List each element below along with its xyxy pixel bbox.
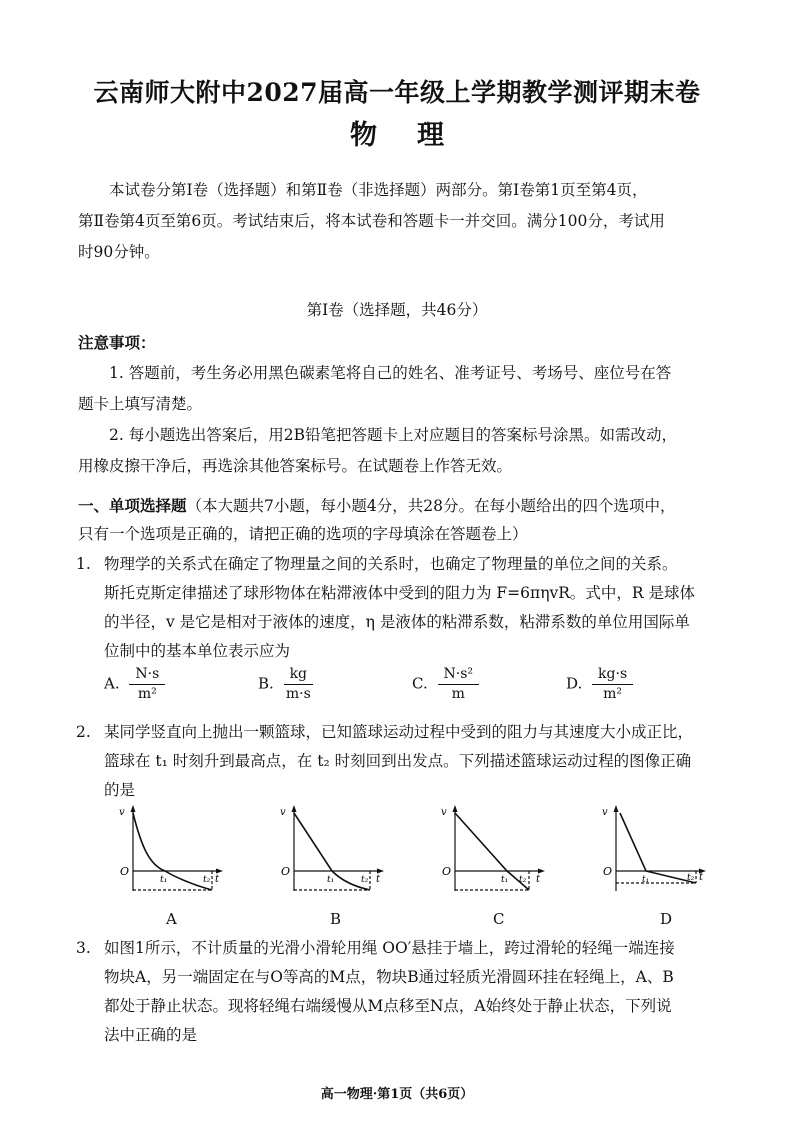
graph-c-label-t: t	[536, 874, 541, 885]
subject-char-2: 理	[417, 120, 444, 151]
graph-c-label-o: O	[442, 865, 452, 878]
q1-line-2: 斯托克斯定律描述了球形物体在粘滞液体中受到的阻力为 F=6πηvR。式中，R 是球体	[104, 584, 696, 602]
graph-d-v-arrow	[614, 805, 619, 812]
graph-a-label-t1: t₁	[160, 875, 168, 885]
q2-line-3: 的是	[104, 781, 136, 799]
graph-b-label-t2: t₂	[361, 875, 369, 885]
note1-line-2: 题卡上填写清楚。	[78, 395, 203, 413]
q3-line-3: 都处于静止状态。现将轻绳右端缓慢从M点移至N点，A始终处于静止状态，下列说	[104, 997, 672, 1015]
q2-line-1: 某同学竖直向上抛出一颗篮球，已知篮球运动过程中受到的阻力与其速度大小成正比，	[104, 723, 694, 741]
section1-desc-1: （本大题共7小题，每小题4分，共28分。在每小题给出的四个选项中，	[186, 497, 676, 515]
intro-line-3: 时90分钟。	[78, 243, 160, 261]
q2-graph-a-label: A	[166, 910, 177, 928]
question-1	[76, 550, 774, 666]
graph-a-label-t: t	[215, 874, 220, 885]
q1-option-a-letter: A.	[104, 674, 120, 693]
graph-d-label-t1: t₁	[642, 875, 650, 885]
q3-line-4: 法中正确的是	[104, 1026, 198, 1044]
graph-b-v-arrow	[292, 805, 297, 812]
note1-line-1: 1. 答题前，考生务必用黑色碳素笔将自己的姓名、准考证号、考场号、座位号在答	[109, 364, 672, 382]
graph-b-label-v: v	[280, 807, 286, 818]
graph-d-label-t2: t₂	[687, 873, 695, 883]
graph-a-label-v: v	[119, 807, 125, 818]
q1-option-d-den: m²	[603, 686, 623, 702]
graph-a-t-arrow	[216, 869, 223, 874]
page-footer: 高一物理·第1页（共6页）	[320, 1087, 474, 1102]
graph-b-label-t: t	[376, 874, 381, 885]
q2-graph-b-label: B	[330, 910, 342, 928]
intro-paragraph	[78, 175, 758, 268]
q1-line-4: 位制中的基本单位表示应为	[104, 642, 291, 660]
q2-graph-d-label: D	[660, 910, 673, 928]
note2-line-2: 用橡皮擦干净后，再选涂其他答案标号。在试题卷上作答无效。	[78, 457, 513, 475]
q1-option-d[interactable]	[566, 666, 633, 703]
q2-line-2: 篮球在 t₁ 时刻升到最高点，在 t₂ 时刻回到出发点。下列描述篮球运动过程的图像正确	[104, 752, 692, 770]
q3-line-1: 如图1所示，不计质量的光滑小滑轮用绳 OO′悬挂于墙上，跨过滑轮的轻绳一端连接	[104, 939, 675, 957]
graph-b-t-arrow	[377, 869, 384, 874]
graph-c-v-arrow	[453, 805, 458, 812]
note2-line-1: 2. 每小题选出答案后，用2B铅笔把答题卡上对应题目的答案标号涂黑。如需改动，	[109, 426, 677, 444]
intro-line-2: 第Ⅱ卷第4页至第6页。考试结束后，将本试卷和答题卡一并交回。满分100分，考试用	[78, 212, 665, 230]
q2-graph-a[interactable]	[115, 803, 225, 898]
section1-label: 一、单项选择题	[78, 496, 187, 515]
q1-option-c-fraction	[438, 666, 480, 703]
part1-heading: 第Ⅰ卷（选择题，共46分）	[306, 301, 488, 319]
exam-title: 云南师大附中2027届高一年级上学期教学测评期末卷	[93, 78, 701, 107]
notes-block	[78, 327, 758, 482]
graph-d-label-v: v	[602, 807, 608, 818]
graph-b-label-o: O	[281, 865, 291, 878]
q2-graph-b[interactable]	[276, 803, 386, 898]
graph-b-label-t1: t₁	[327, 875, 335, 885]
q2-graph-d[interactable]	[598, 803, 708, 898]
q1-line-1: 物理学的关系式在确定了物理量之间的关系时，也确定了物理量的单位之间的关系。	[104, 555, 678, 573]
q1-option-c-den: m	[451, 686, 465, 702]
graph-d-label-o: O	[603, 865, 613, 878]
q1-option-b-letter: B.	[258, 674, 274, 693]
q3-number: 3.	[76, 939, 91, 957]
section1-desc-2: 只有一个选项是正确的，请把正确的选项的字母填涂在答题卷上）	[78, 525, 528, 543]
q1-option-a-num: N·s	[129, 666, 165, 685]
q1-option-a[interactable]	[104, 666, 165, 703]
graph-c-label-t1: t₁	[501, 875, 509, 885]
q1-option-d-fraction	[592, 666, 633, 703]
q1-option-b-fraction	[284, 666, 313, 703]
question-2	[76, 718, 774, 805]
graph-d-label-t: t	[699, 872, 704, 883]
q2-graph-c-label: C	[493, 910, 505, 928]
graph-c-t-arrow	[538, 869, 545, 874]
q3-line-2: 物块A，另一端固定在与O等高的M点，物块B通过轻质光滑圆环挂在轻绳上，A、B	[104, 968, 674, 986]
graph-a-label-o: O	[120, 865, 130, 878]
graph-c-curve	[455, 813, 529, 890]
subject-char-1: 物	[350, 120, 377, 151]
q1-option-d-letter: D.	[566, 674, 583, 693]
q2-graph-c[interactable]	[437, 803, 547, 898]
q1-option-c-num: N·s²	[438, 666, 480, 685]
q2-number: 2.	[76, 723, 91, 741]
intro-line-1: 本试卷分第Ⅰ卷（选择题）和第Ⅱ卷（非选择题）两部分。第Ⅰ卷第1页至第4页，	[109, 181, 648, 199]
q1-number: 1.	[76, 555, 91, 573]
graph-a-curve	[133, 813, 212, 890]
question-3	[76, 934, 774, 1050]
q1-option-b-num: kg	[284, 666, 313, 685]
graph-a-label-t2: t₂	[203, 875, 211, 885]
subject-title	[0, 113, 794, 152]
q1-option-c[interactable]	[412, 666, 479, 703]
q1-option-c-letter: C.	[412, 674, 428, 693]
graph-d-curve	[620, 813, 696, 883]
graph-c-label-t2: t₂	[519, 875, 527, 885]
graph-a-v-arrow	[131, 805, 136, 812]
q1-option-b[interactable]	[258, 666, 313, 703]
q1-option-a-den: m²	[137, 686, 157, 702]
q1-option-d-num: kg·s	[592, 666, 633, 685]
q1-option-b-den: m·s	[285, 686, 311, 702]
q1-line-3: 的半径，v 是它是相对于液体的速度，η 是液体的粘滞系数，粘滞系数的单位用国际单	[104, 613, 690, 631]
section1-intro	[78, 492, 768, 548]
notes-heading: 注意事项：	[78, 333, 156, 352]
q1-option-a-fraction	[129, 666, 165, 703]
graph-c-label-v: v	[441, 807, 447, 818]
